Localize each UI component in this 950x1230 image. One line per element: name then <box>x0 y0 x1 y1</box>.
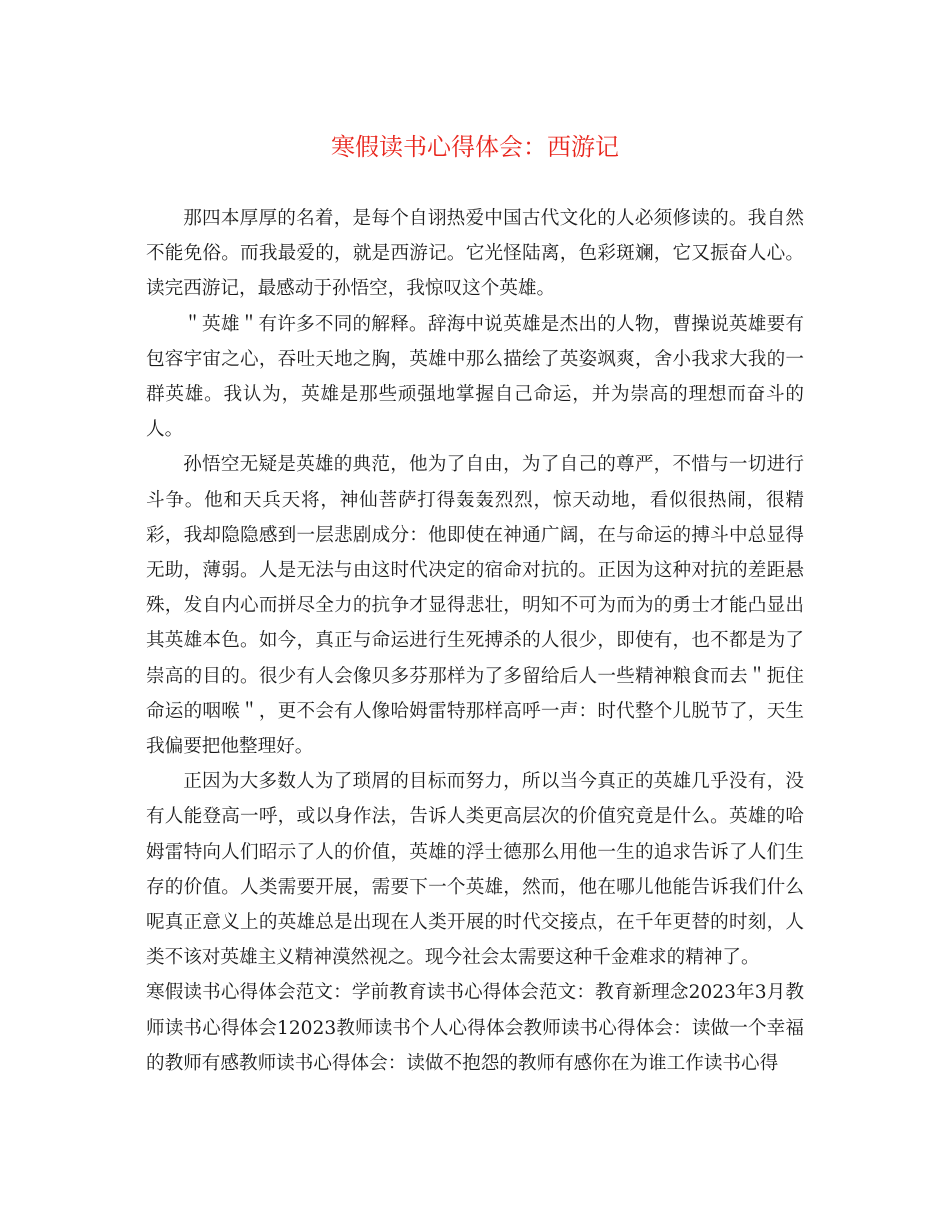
document-title: 寒假读书心得体会：西游记 <box>331 133 619 161</box>
document-body <box>146 201 804 1081</box>
paragraph-sun-wukong: 孙悟空无疑是英雄的典范，他为了自由，为了自己的尊严，不惜与一切进行斗争。他和天兵天将，神仙菩萨打得轰轰烈烈，惊天动地，看似很热闹，很精彩，我却隐隐感到一层悲剧成分：他即使在神通广阔，在与命运的搏斗中总显得无助，薄弱。人是无法与由这时代决定的宿命对抗的。正因为这种对抗的差距悬殊，发自内心而拼尽全力的抗争才显得悲壮，明知不可为而为的勇士才能凸显出其英雄本色。如今，真正与命运进行生死搏杀的人很少，即使有，也不都是为了崇高的目的。很少有人会像贝多芬那样为了多留给后人一些精神粮食而去＂扼住命运的咽喉＂，更不会有人像哈姆雷特那样高呼一声：时代整个儿脱节了，天生我偏要把他整理好。 <box>146 454 804 758</box>
paragraph-hero-definition: ＂英雄＂有许多不同的解释。辞海中说英雄是杰出的人物，曹操说英雄要有包容宇宙之心，吞吐天地之胸，英雄中那么描绘了英姿飒爽，舍小我求大我的一群英雄。我认为，英雄是那些顽强地掌握自己命运，并为崇高的理想而奋斗的人。 <box>146 313 804 441</box>
related-articles: 寒假读书心得体会范文：学前教育读书心得体会范文：教育新理念2023年3月教师读书心得体会12023教师读书个人心得体会教师读书心得体会：读做一个幸福的教师有感教师读书心得体会：读做不抱怨的教师有感你在为谁工作读书心得 <box>146 982 804 1074</box>
paragraph-modern-heroes: 正因为大多数人为了琐屑的目标而努力，所以当今真正的英雄几乎没有，没有人能登高一呼，或以身作法，告诉人类更高层次的价值究竟是什么。英雄的哈姆雷特向人们昭示了人的价值，英雄的浮士德那么用他一生的追求告诉了人们生存的价值。人类需要开展，需要下一个英雄，然而，他在哪儿他能告诉我们什么呢真正意义上的英雄总是出现在人类开展的时代交接点，在千年更替的时刻，人类不该对英雄主义精神漠然视之。现今社会太需要这种千金难求的精神了。 <box>146 771 804 969</box>
paragraph-intro: 那四本厚厚的名着，是每个自诩热爱中国古代文化的人必须修读的。我自然不能免俗。而我最爱的，就是西游记。它光怪陆离，色彩斑斓，它又振奋人心。读完西游记，最感动于孙悟空，我惊叹这个英雄。 <box>146 208 804 300</box>
